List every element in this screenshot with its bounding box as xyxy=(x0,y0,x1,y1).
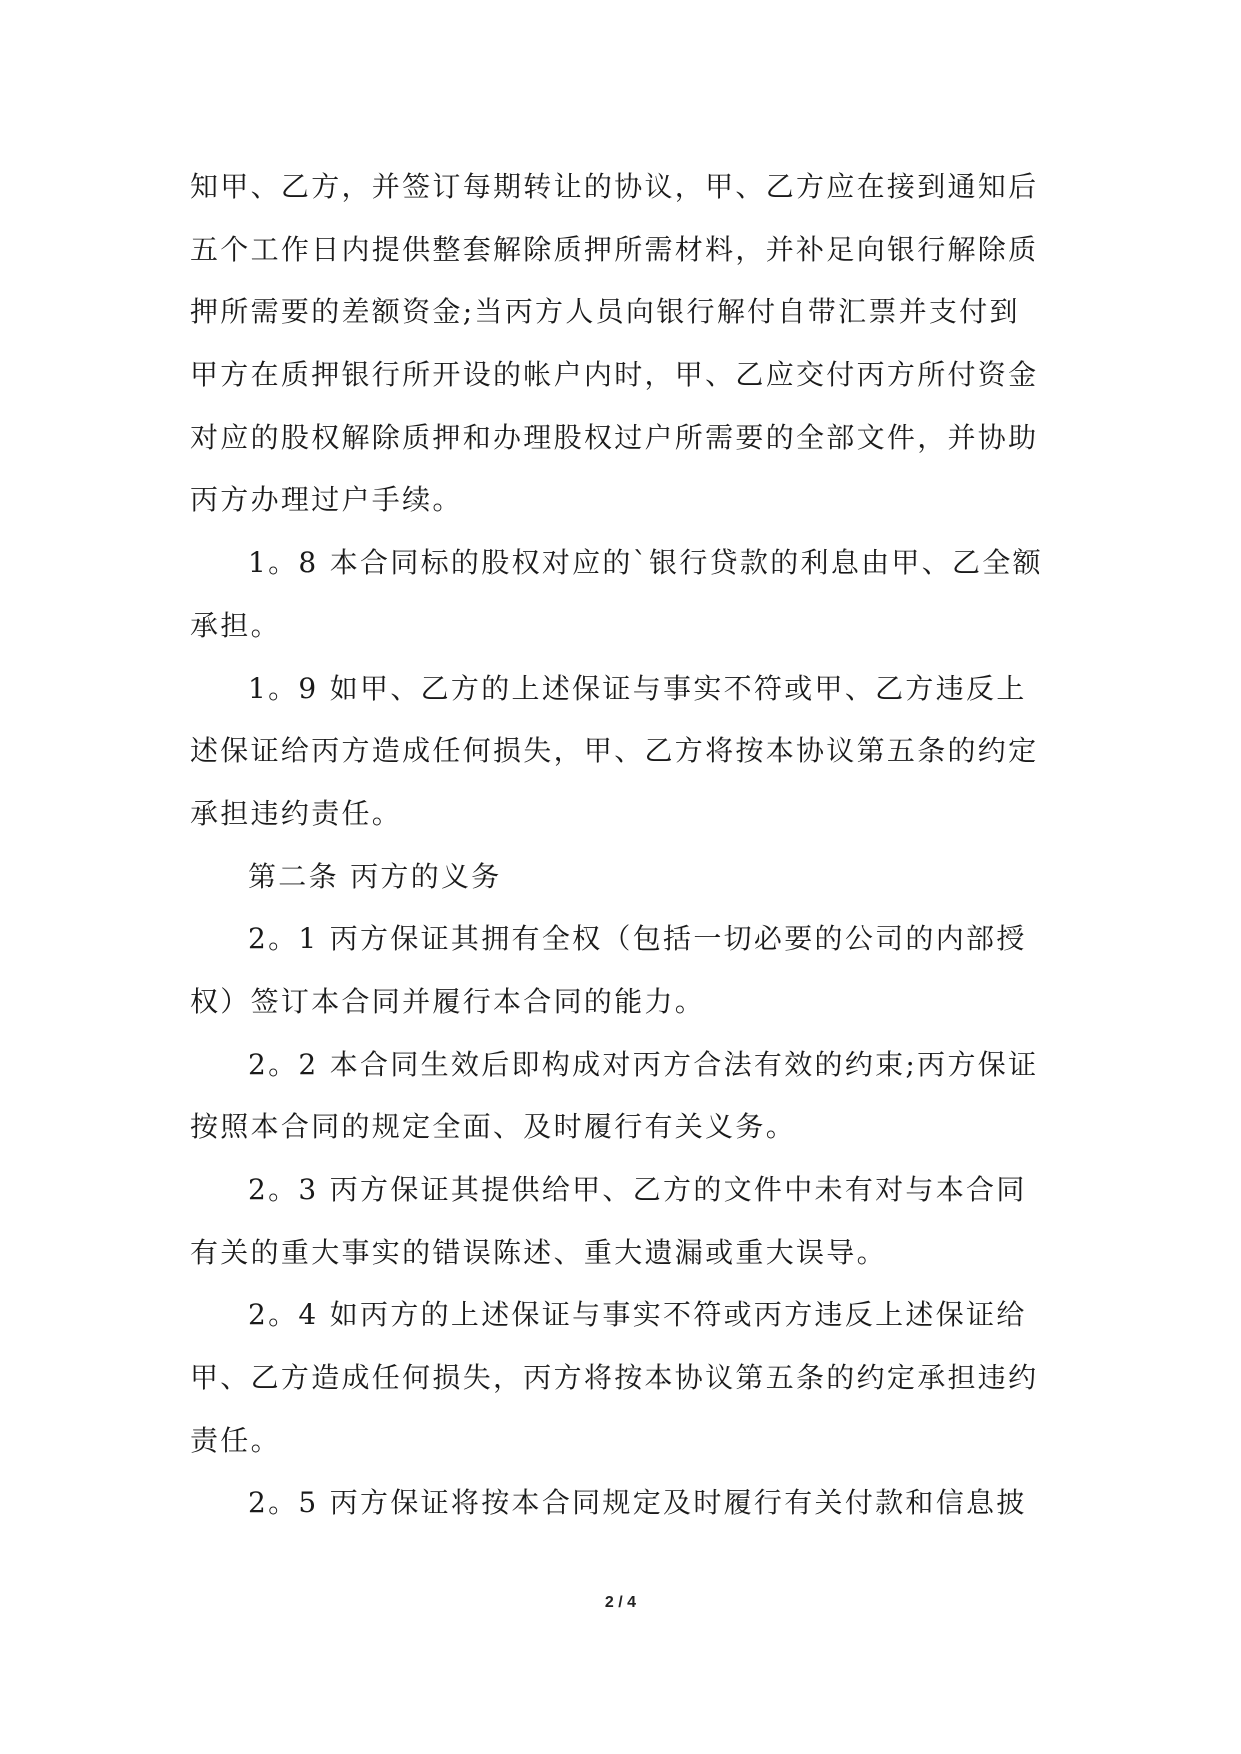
text-line: 五个工作日内提供整套解除质押所需材料，并补足向银行解除质 xyxy=(190,232,1039,266)
clause-1-9: 1。9 如甲、乙方的上述保证与事实不符或甲、乙方违反上 xyxy=(248,671,1027,705)
clause-2-3: 2。3 丙方保证其提供给甲、乙方的文件中未有对与本合同 xyxy=(248,1173,1027,1206)
body-text xyxy=(190,156,1058,1535)
text-line: 丙方办理过户手续。 xyxy=(190,483,463,517)
clause-2-2: 2。2 本合同生效后即构成对丙方合法有效的约束;丙方保证 xyxy=(248,1047,1039,1081)
text-line: 承担。 xyxy=(190,608,281,642)
page-number: 2 / 4 xyxy=(604,1594,637,1611)
text-line: 述保证给丙方造成任何损失，甲、乙方将按本协议第五条的约定 xyxy=(190,734,1039,768)
clause-2-4: 2。4 如丙方的上述保证与事实不符或丙方违反上述保证给 xyxy=(248,1298,1027,1332)
text-line: 有关的重大事实的错误陈述、重大遗漏或重大误导。 xyxy=(190,1235,887,1269)
text-line: 甲方在质押银行所开设的帐户内时，甲、乙应交付丙方所付资金 xyxy=(190,358,1039,392)
clause-2-1: 2。1 丙方保证其拥有全权（包括一切必要的公司的内部授 xyxy=(248,922,1027,956)
text-line: 承担违约责任。 xyxy=(190,796,403,830)
clause-1-8: 1。8 本合同标的股权对应的`银行贷款的利息由甲、乙全额 xyxy=(248,546,1043,580)
text-line: 押所需要的差额资金;当丙方人员向银行解付自带汇票并支付到 xyxy=(190,295,1020,329)
text-line: 责任。 xyxy=(190,1423,281,1457)
text-line: 甲、乙方造成任何损失，丙方将按本协议第五条的约定承担违约 xyxy=(190,1361,1039,1395)
text-line: 权）签订本合同并履行本合同的能力。 xyxy=(190,984,706,1018)
text-line: 按照本合同的规定全面、及时履行有关义务。 xyxy=(190,1110,797,1144)
text-line: 对应的股权解除质押和办理股权过户所需要的全部文件，并协助 xyxy=(190,420,1039,454)
text-line: 知甲、乙方，并签订每期转让的协议，甲、乙方应在接到通知后 xyxy=(190,170,1039,203)
section-heading: 第二条 丙方的义务 xyxy=(248,859,502,893)
clause-2-5: 2。5 丙方保证将按本合同规定及时履行有关付款和信息披 xyxy=(248,1486,1027,1520)
